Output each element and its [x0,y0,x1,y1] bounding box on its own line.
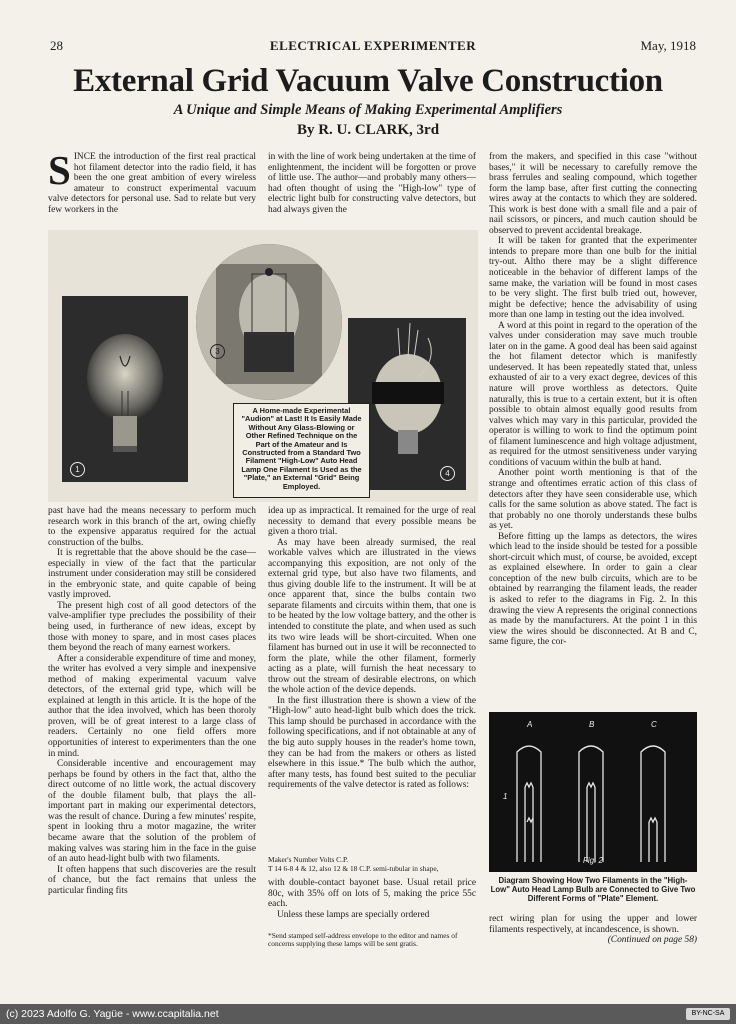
spec-table-header: Maker's Number Volts C.P. [268,855,349,864]
paragraph: The present high cost of all good detectors of the valve-amplifier type precludes the possibility of their being used, in furtherance of new ideas, except by those with money to spare, and in most cases places them beyond the reach of many earnest workers. [48,600,256,654]
column-2-after-table [268,878,476,930]
credit-bar [0,1004,736,1024]
column-3-bottom [489,914,697,968]
byline: By R. U. CLARK, 3rd [296,122,440,138]
footnote: *Send stamped self-address envelope to the editor and names of concerns supplying these lamps will be sent gratis. [268,931,458,949]
column-2-bottom [268,506,476,854]
paragraph: It often happens that such discoveries are the result of chance, but the fact remains that unless the particular finding fits [48,864,256,896]
column-1-top [48,152,256,228]
paragraph: Considerable incentive and encouragement may perhaps be found by others in the fact that, altho the direct outcome of no little work, the actual discovery of the double filament bulb, that plays the all-important part in making our experimental detectors, was the result of chance. During a few minutes' respite, spent in looking thru a motor magazine, the writer became aware that the solution of the problem of making valves was staring him in the face in the guise of an auto head-light bulb with two filaments. [48,759,256,865]
photo-bulb-1 [62,296,188,482]
paragraph: Unless these lamps are specially ordered [277,909,430,920]
paragraph: It will be taken for granted that the experimenter intends to prepare more than one bulb for the initial try-out. Altho there may be a slight difference noticeable in the behavior of different lamps of the same make, the variation will be found in most cases to be very slight. The first bulb tried out, however, might be defective; hence the advisability of using more than one lamp in testing out the idea involved. [489,236,697,321]
figure-caption: Diagram Showing How Two Filaments in the "High-Low" Auto Head Lamp Bulb are Connected to Give Two Different Forms of "Plate" Element. [490,876,696,903]
figure-title: Fig. 2 [583,856,604,865]
issue-date: May, 1918 [640,38,696,53]
drop-cap: S [48,152,71,193]
article-title: External Grid Vacuum Valve Construction [73,63,663,99]
paragraph: It is regrettable that the above should be the case—especially in view of the fact that the particular instrument under consideration may still be considered in the embryonic state, and quite capable of being vastly improved. [48,548,256,601]
photo-caption: A Home-made Experimental "Audion" at Last! It Is Easily Made Without Any Glass-Blowing or Other Refined Technique on the Part of the Amateur and Is Constructed from a Standard Two Filament "High-Low" Auto Head Lamp One Filament Is Used as the "Plate," an External "Grid" Being Employed. [233,403,370,498]
paragraph: Before fitting up the lamps as detectors, the wires which lead to the inside should be tested for a possible short-circuit which must, of course, be avoided, except as explained elsewhere. In order to gain a clear conception of the new bulb circuits, which are to be obtained by rearranging the filament leads, the reader is asked to refer to the diagrams in Fig. 2. In this drawing the view A represents the original connections as made by the manufacturers. At the point 1 in this view the wires should be disconnected. At B and C, same figure, the cor- [489,531,697,648]
paragraph: in with the line of work being undertaken at the time of enlightenment, the incident will be forgotten or prove of little use. The author—and probably many others—had often thought of using the "High-low" type of electric light bulb for constructing valve detectors, but had always given the [268,152,476,215]
filament-diagram [489,712,697,872]
paragraph: from the makers, and specified in this case "without bases," it will be necessary to carefully remove the brass ferrules and sealing compound, which together form the lamp base, after first cutting the connecting wires away at the contacts to which they are soldered. This work is best done with a small file and a pair of nail scissors, or pincers, and much caution should be observed to prevent accidental breakage. [489,152,697,236]
column-1-bottom [48,506,256,962]
paragraph: After a considerable expenditure of time and money, the writer has evolved a very simple and inexpensive method of making experimental vacuum valve detectors, of the external grid type, which will be explained at length in this article. It is the hope of the author that the idea involved, which has been thoroly proven, will be of great interest to a large class of readers. Certainly no one field offers more opportunities of interest to experimenters than the one in mind. [48,653,256,759]
column-3 [489,152,697,712]
bulb-1-illustration [62,296,188,482]
photo-label-3: 3 [210,344,225,359]
running-header [50,38,696,56]
paragraph: past have had the means necessary to perform much research work in this branch of the art, owing chiefly to the expensive apparatus required for the actual construction of the bulbs. [48,506,256,548]
paragraph: In the first illustration there is shown a view of the "High-low" auto head-light bulb which does the trick. This lamp should be purchased in accordance with the following specifications, and if not obtainable at any of the big auto supply houses in the reader's home town, they can be had from the makers or others as listed elsewhere in this issue.* The bulb which the author, after many tests, has found best suited to the peculiar requirements of the valve detector is rated as follows: [268,695,476,791]
photo-label-4: 4 [440,466,455,481]
photo-label-1: 1 [70,462,85,477]
article-subtitle: A Unique and Simple Means of Making Experimental Amplifiers [173,102,563,118]
figure-2-diagram [489,712,697,872]
page-number: 28 [50,38,63,53]
figure-label-a: A [527,720,533,729]
bulb-3-illustration [196,244,342,400]
continued-note: (Continued on page 58) [607,935,697,946]
paragraph: rect wiring plan for using the upper and lower filaments respectively, at incandescence, is shown. [489,914,697,935]
figure-label-c: C [651,720,657,729]
paragraph: Another point worth mentioning is that of the strange and oftentimes erratic action of this class of detectors after they have seen considerable use, which calls for the same solution as above stated. The fact is that probably no one thoroly understands these bulbs as yet. [489,468,697,532]
magazine-name: ELECTRICAL EXPERIMENTER [269,38,477,53]
paragraph: A word at this point in regard to the operation of the valves under consideration may save much trouble later on in the game. A good deal has been said against the hot filament detector which is manifestly undeserved. It has been repeatedly stated that, unless exhausted of air to a very exact degree, devices of this nature will prove worthless as detectors. Quite naturally, this is true to a certain extent, but it is often possible to obtain almost equally good results from valves which may vary in this particular, provided the operator is willing to work to find the optimum point of filament luminescence and high voltage adjustment, as required for the utmost sensitiveness under varying conditions of vacuum within the bulb at hand. [489,320,697,468]
paragraph: with double-contact bayonet base. Usual retail price 80c, with 35% off on lots of 5, making the price 55c each. [268,878,476,910]
photo-bulb-3 [196,244,342,400]
figure-label-b: B [589,720,595,729]
column-2-top [268,152,476,228]
license-badge: BY-NC-SA [686,1008,730,1020]
spec-table [268,856,476,873]
spec-table-row: T 14 6-8 4 & 12, also 12 & 18 C.P. semi-tubular in shape, [268,863,439,873]
credit-text: (c) 2023 Adolfo G. Yagüe - www.ccapitalia.net [6,1008,219,1020]
figure-point-label: 1 [503,792,508,801]
paragraph: idea up as impractical. It remained for the urge of real necessity to demand that every possible means be given a thoro trial. [268,506,476,538]
paragraph: As may have been already surmised, the real workable valves which are illustrated in the views accompanying this exposition, are not only of the external grid type, but also have two filaments, and thus giving double life to the instrument. It will be at once apparent that, since the bulbs contain two separate filaments and circuits within them, that one is to be heated by the low voltage battery, and the other is intended to constitute the plate, and when used as such its two wire leads will be short-circuited. When one filament has burned out in use it will be reconnected to form the plate, while the other filament, formerly acting as a plate, will furnish the heat necessary to throw out the stream of desirable electrons, on which the whole action of the device depends. [268,537,476,696]
intro-text: INCE the introduction of the first real practical hot filament detector into the radio field, it has been the one great ambition of every wireless amateur to construct experimental vacuum valve detectors for personal use. Sad to relate but very few workers in the [48,152,256,215]
